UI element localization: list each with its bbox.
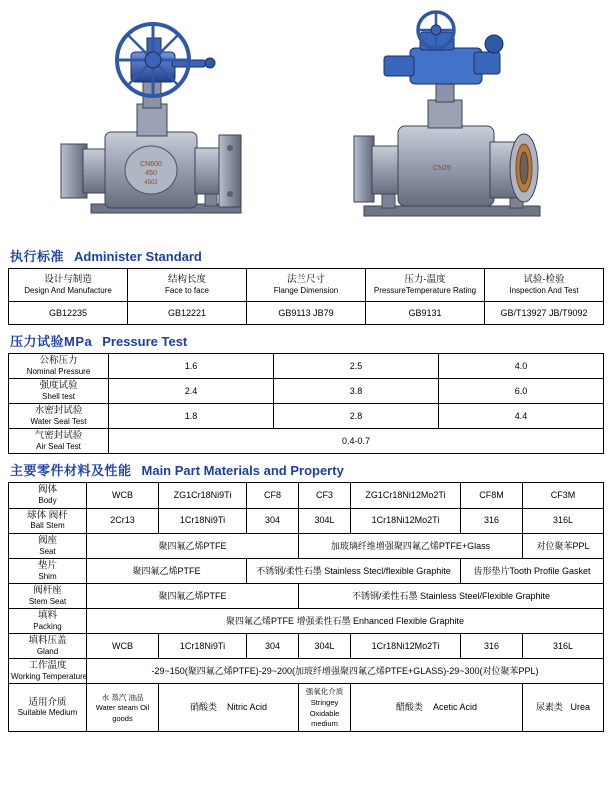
body-mat-1: WCB (87, 483, 159, 508)
table-row-body (9, 483, 604, 508)
standard-table (8, 268, 604, 325)
medium-cell-acetic-acid (351, 684, 523, 732)
label-packing-en: Packing (33, 621, 62, 631)
table-row-suitable-medium (9, 684, 604, 732)
shell-test-2: 3.8 (274, 379, 439, 404)
working-temperature-value: -29~150(聚四氟乙烯PTFE)-29~200(加玻纤增强聚四氟乙烯PTFE+GLASS)-29~300(对位聚苯PPL) (87, 659, 604, 684)
label-body-en: Body (38, 496, 57, 506)
medium-nitric-cn: 硝酸类 (189, 702, 217, 713)
water-seal-2: 2.8 (274, 404, 439, 429)
shim-mat-3: 齿形垫片Tooth Profile Gasket (461, 558, 604, 583)
body-mat-5: ZG1Cr18Ni12Mo2Ti (351, 483, 461, 508)
materials-table (8, 482, 604, 731)
body-mat-2: ZG1Cr18Ni9Ti (159, 483, 247, 508)
section-pressure-en: Pressure Test (102, 334, 188, 349)
section-standard-en: Administer Standard (74, 249, 202, 264)
label-shell-en: Shell test (42, 392, 75, 402)
section-title-pressure (10, 331, 601, 350)
seat-mat-3: 对位聚苯PPL (523, 533, 604, 558)
label-water-en: Water Seal Test (30, 417, 87, 427)
header-face-cn: 结构长度 (167, 273, 206, 285)
svg-text:450: 450 (144, 170, 157, 177)
label-ballstem-cn: 球体 阀杆 (27, 509, 68, 521)
header-inspect-en: Inspection And Test (509, 285, 579, 295)
header-face-en: Face to face (164, 285, 210, 295)
ballstem-mat-6: 316 (461, 508, 523, 533)
ballstem-mat-5: 1Cr18Ni12Mo2Ti (351, 508, 461, 533)
header-inspect-cn: 试验-检验 (523, 273, 565, 285)
header-cell-design (9, 269, 128, 302)
gland-mat-6: 316 (461, 634, 523, 659)
row-label-suitable-medium (9, 684, 87, 732)
shim-mat-1: 聚四氟乙烯PTFE (87, 558, 247, 583)
label-nominal-en: Nominal Pressure (26, 366, 91, 376)
shim-mat-2: 不锈钢/柔性石墨 Stainless Stecl/flexible Graphite (247, 558, 461, 583)
medium-oxid-cn: 强氧化介质 (305, 687, 344, 697)
header-design-cn: 设计与制造 (44, 273, 92, 285)
body-mat-3: CF8 (247, 483, 299, 508)
header-flange-cn: 法兰尺寸 (286, 273, 325, 285)
label-seat-cn: 阀座 (37, 534, 57, 546)
label-body-cn: 阀体 (37, 484, 57, 496)
gland-mat-4: 304L (299, 634, 351, 659)
header-cell-flange (247, 269, 366, 302)
label-medium-en: Suitable Medium (17, 708, 78, 718)
label-nominal-cn: 公称压力 (39, 355, 78, 366)
table-row-headers (9, 269, 604, 302)
stemseat-mat-1: 聚四氟乙烯PTFE (87, 583, 299, 608)
label-seat-en: Seat (39, 546, 56, 556)
table-row-shim (9, 558, 604, 583)
medium-urea-cn: 尿素类 (535, 702, 563, 713)
row-label-nominal-pressure (9, 354, 109, 379)
water-seal-3: 4.4 (439, 404, 604, 429)
section-title-materials (10, 460, 601, 479)
medium-cell-urea (523, 684, 604, 732)
table-row (9, 404, 604, 429)
section-materials-cn: 主要零件材料及性能 (10, 463, 132, 479)
row-label-shim (9, 558, 87, 583)
table-row-packing (9, 608, 604, 633)
valve-photo-gear-operated (27, 8, 287, 240)
medium-urea-en: Urea (570, 702, 591, 713)
gland-mat-7: 316L (523, 634, 604, 659)
table-row-working-temperature (9, 659, 604, 684)
label-gland-cn: 填料压盖 (28, 635, 67, 647)
header-design-en: Design And Manufacture (24, 285, 112, 295)
table-row (9, 354, 604, 379)
label-packing-cn: 填料 (37, 609, 57, 621)
label-water-cn: 水密封试验 (34, 405, 83, 417)
header-cell-pt-rating (366, 269, 485, 302)
value-face-to-face: GB12221 (128, 302, 247, 325)
row-label-shell-test (9, 379, 109, 404)
ballstem-mat-2: 1Cr18Ni9Ti (159, 508, 247, 533)
medium-cell-strong-oxidizing (299, 684, 351, 732)
ballstem-mat-4: 304L (299, 508, 351, 533)
shell-test-1: 2.4 (109, 379, 274, 404)
body-mat-4: CF3 (299, 483, 351, 508)
label-shell-cn: 强度试验 (39, 380, 78, 392)
ballstem-mat-1: 2Cr13 (87, 508, 159, 533)
value-design: GB12235 (9, 302, 128, 325)
section-pressure-cn: 压力试验MPa (10, 334, 93, 349)
label-ballstem-en: Ball Stem (30, 521, 65, 531)
header-pt-en: PressureTemperature Rating (373, 285, 477, 295)
ballstem-mat-3: 304 (247, 508, 299, 533)
medium-oxid-en: Stringey Oxidable medium (309, 697, 340, 729)
header-pt-cn: 压力-温度 (404, 273, 446, 285)
label-gland-en: Gland (36, 647, 59, 657)
label-shim-en: Shim (38, 571, 57, 581)
gland-mat-3: 304 (247, 634, 299, 659)
table-row (9, 379, 604, 404)
header-flange-en: Flange Dimension (273, 285, 339, 295)
seat-mat-2: 加玻璃纤维增强聚四氟乙烯PTFE+Glass (299, 533, 523, 558)
header-cell-inspection (485, 269, 604, 302)
packing-mat-1: 聚四氟乙烯PTFE 增强柔性石墨 Enhanced Flexible Graphite (87, 608, 604, 633)
table-row-seat (9, 533, 604, 558)
header-cell-face-to-face (128, 269, 247, 302)
section-title-standard (10, 246, 601, 265)
value-flange: GB9113 JB79 (247, 302, 366, 325)
product-photos (8, 0, 603, 240)
label-air-cn: 气密封试验 (34, 430, 83, 442)
value-inspection: GB/T13927 JB/T9092 (485, 302, 604, 325)
row-label-body (9, 483, 87, 508)
table-row-stem-seat (9, 583, 604, 608)
nominal-pressure-16: 1.6 (109, 354, 274, 379)
medium-cell-water-steam-oil (87, 684, 159, 732)
shell-test-3: 6.0 (439, 379, 604, 404)
gland-mat-2: 1Cr18Ni9Ti (159, 634, 247, 659)
body-mat-6: CF8M (461, 483, 523, 508)
section-standard-cn: 执行标准 (10, 249, 65, 264)
label-worktemp-cn: 工作温度 (28, 660, 67, 672)
gland-mat-1: WCB (87, 634, 159, 659)
medium-acetic-en: Acetic Acid (433, 702, 478, 713)
row-label-ball-stem (9, 508, 87, 533)
medium-water-en: Water steam Oil goods (95, 703, 150, 723)
seat-mat-1: 聚四氟乙烯PTFE (87, 533, 299, 558)
stemseat-mat-2: 不锈钢/柔性石墨 Stainless Steel/Flexible Graphite (299, 583, 604, 608)
electric-valve-illustration (324, 8, 584, 240)
label-worktemp-en: Working Temperature (11, 672, 88, 682)
value-pt-rating: GB9131 (366, 302, 485, 325)
section-materials-en: Main Part Materials and Property (141, 463, 344, 479)
nominal-pressure-25: 2.5 (274, 354, 439, 379)
ballstem-mat-7: 316L (523, 508, 604, 533)
medium-nitric-en: Nitric Acid (227, 702, 268, 713)
medium-water-cn: 水 蒸汽 油品 (101, 692, 144, 702)
air-seal-value: 0.4-0.7 (109, 429, 604, 454)
table-row-gland (9, 634, 604, 659)
medium-cell-nitric-acid (159, 684, 299, 732)
body-mat-7: CF3M (523, 483, 604, 508)
gear-valve-illustration (27, 8, 287, 240)
row-label-air-seal-test (9, 429, 109, 454)
valve-photo-electric-actuator (324, 8, 584, 240)
label-stemseat-en: Stem Seat (28, 596, 67, 606)
row-label-packing (9, 608, 87, 633)
svg-text:4502: 4502 (144, 180, 158, 186)
row-label-working-temperature (9, 659, 87, 684)
pressure-test-table (8, 353, 604, 454)
table-row (9, 429, 604, 454)
svg-text:CN600: CN600 (139, 161, 162, 168)
svg-text:CN25: CN25 (433, 165, 452, 172)
table-row-ball-stem (9, 508, 604, 533)
row-label-seat (9, 533, 87, 558)
water-seal-1: 1.8 (109, 404, 274, 429)
label-stemseat-cn: 阀杆座 (33, 584, 62, 596)
label-shim-cn: 垫片 (37, 559, 57, 571)
table-row-values (9, 302, 604, 325)
gland-mat-5: 1Cr18Ni12Mo2Ti (351, 634, 461, 659)
row-label-stem-seat (9, 583, 87, 608)
medium-acetic-cn: 醋酸类 (395, 702, 423, 713)
row-label-water-seal-test (9, 404, 109, 429)
label-air-en: Air Seal Test (36, 442, 81, 452)
label-medium-cn: 适用介质 (28, 696, 67, 708)
row-label-gland (9, 634, 87, 659)
nominal-pressure-40: 4.0 (439, 354, 604, 379)
